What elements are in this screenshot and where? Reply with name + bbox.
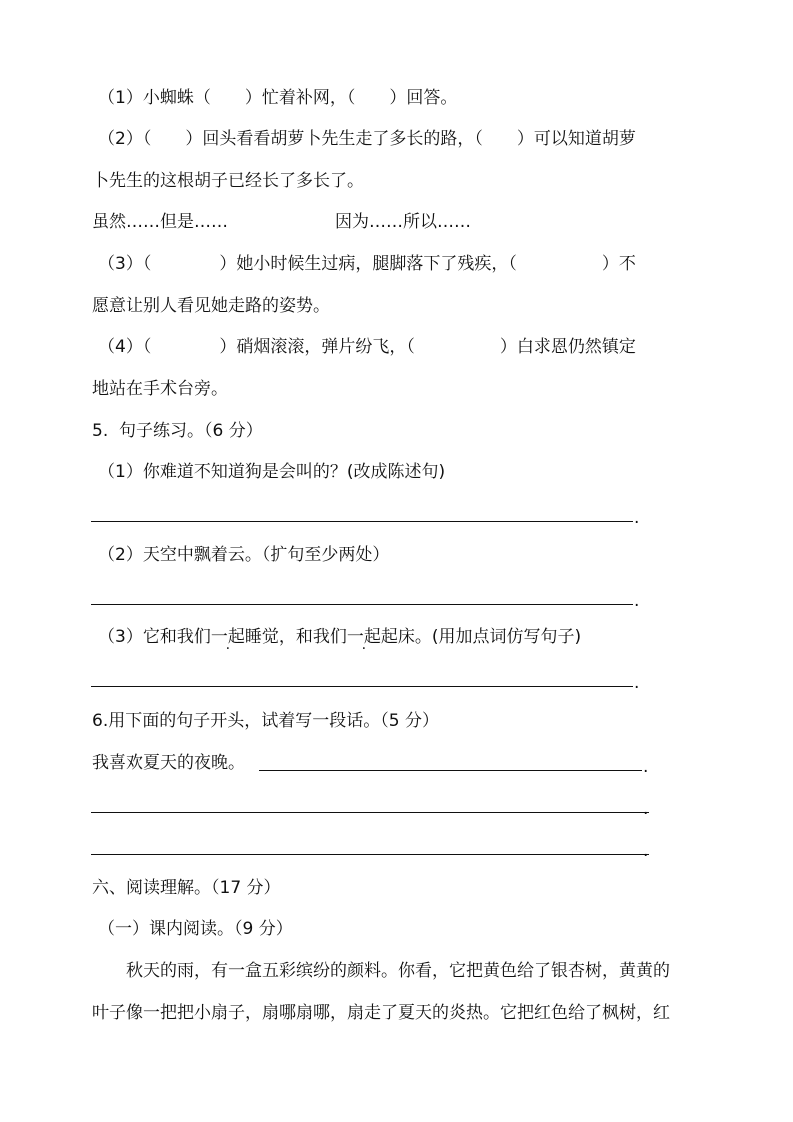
passage-line: 秋天的雨，有一盒五彩缤纷的颜料。你看，它把黄色给了银杏树，黄黄的 xyxy=(92,961,670,981)
answer-line[interactable] xyxy=(91,686,633,687)
answer-line[interactable] xyxy=(91,521,633,522)
option-2: 因为……所以…… xyxy=(335,212,471,232)
answer-line[interactable] xyxy=(91,604,633,605)
text: 起床。(用加点词仿写句子) xyxy=(380,627,582,647)
item-3: （3）（ ）她小时候生过病，腿脚落下了残疾，（ ）不 xyxy=(98,254,636,274)
item-4: （4）（ ）硝烟滚滚，弹片纷飞，（ ）白求恩仍然镇定 xyxy=(98,337,636,357)
answer-line[interactable] xyxy=(91,854,649,855)
question-5-2: （2）天空中飘着云。（扩句至少两处） xyxy=(98,545,390,565)
question-5-1: （1）你难道不知道狗是会叫的？(改成陈述句) xyxy=(98,462,446,482)
question-5-3 xyxy=(98,627,581,647)
dotted-word: 一起 xyxy=(346,627,381,647)
period: . xyxy=(643,799,649,819)
item-2: （2）（ ）回头看看胡萝卜先生走了多长的路，（ ）可以知道胡萝 xyxy=(98,129,636,149)
dotted-word: 一起 xyxy=(210,627,245,647)
period: . xyxy=(634,591,640,611)
answer-line[interactable] xyxy=(91,812,649,813)
question-5-heading: 5. 句子练习。（6 分） xyxy=(92,421,263,441)
text: （3）它和我们 xyxy=(98,627,211,647)
item-3-cont: 愿意让别人看见她走路的姿势。 xyxy=(92,296,330,316)
passage-line: 叶子像一把把小扇子，扇哪扇哪，扇走了夏天的炎热。它把红色给了枫树，红 xyxy=(92,1003,670,1023)
item-4-cont: 地站在手术台旁。 xyxy=(92,379,228,399)
period: . xyxy=(643,841,649,861)
item-2-cont: 卜先生的这根胡子已经长了多长了。 xyxy=(92,171,364,191)
period: . xyxy=(643,757,649,777)
period: . xyxy=(634,673,640,693)
question-6-start: 我喜欢夏天的夜晚。 xyxy=(92,753,245,773)
item-1: （1）小蜘蛛（ ）忙着补网，（ ）回答。 xyxy=(98,88,458,108)
option-1: 虽然……但是…… xyxy=(92,212,228,232)
question-6-heading: 6.用下面的句子开头，试着写一段话。（5 分） xyxy=(92,711,439,731)
section-6-heading: 六、阅读理解。（17 分） xyxy=(92,878,281,898)
period: . xyxy=(634,508,640,528)
answer-line[interactable] xyxy=(259,770,642,771)
section-6-1-heading: （一）课内阅读。（9 分） xyxy=(98,919,293,939)
text: 睡觉，和我们 xyxy=(244,627,347,647)
